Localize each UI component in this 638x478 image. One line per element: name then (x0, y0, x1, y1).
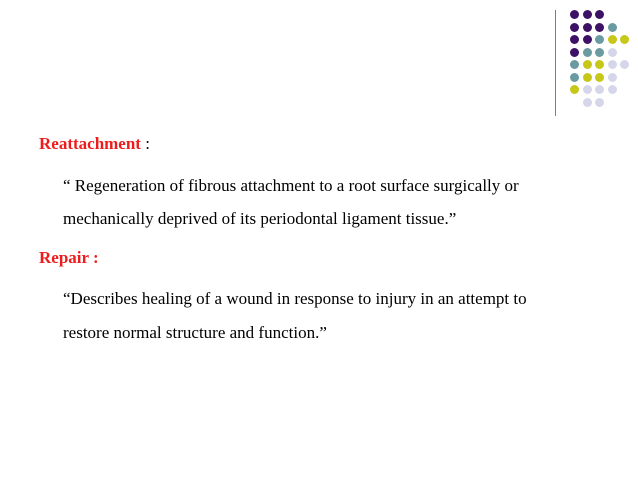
decorative-dot (570, 60, 579, 69)
decorative-dot-grid (0, 0, 638, 120)
reattachment-term: Reattachment (39, 134, 141, 153)
decorative-dot (595, 85, 604, 94)
reattachment-colon: : (140, 134, 150, 153)
vertical-divider (555, 10, 556, 116)
decorative-dot (583, 35, 592, 44)
decorative-dot (570, 48, 579, 57)
decorative-dot (570, 23, 579, 32)
decorative-dot (620, 35, 629, 44)
decorative-dot (570, 35, 579, 44)
decorative-dot (608, 48, 617, 57)
decorative-dot (570, 73, 579, 82)
decorative-dot (595, 10, 604, 19)
decorative-dot (620, 60, 629, 69)
decorative-dot (595, 23, 604, 32)
decorative-dot (570, 85, 579, 94)
decorative-dot (583, 73, 592, 82)
decorative-dot (595, 98, 604, 107)
decorative-dot (595, 60, 604, 69)
decorative-dot (583, 48, 592, 57)
repair-definition-line-2: restore normal structure and function.” (63, 323, 327, 342)
decorative-dot (595, 35, 604, 44)
decorative-dot (608, 60, 617, 69)
decorative-dot (583, 98, 592, 107)
decorative-dot (583, 10, 592, 19)
reattachment-definition-line-2: mechanically deprived of its periodontal ligament tissue.” (63, 209, 457, 228)
decorative-dot (583, 85, 592, 94)
decorative-dot (570, 10, 579, 19)
repair-term: Repair : (39, 248, 99, 267)
reattachment-heading (39, 133, 150, 155)
decorative-dot (608, 35, 617, 44)
decorative-dot (583, 23, 592, 32)
decorative-dot (608, 23, 617, 32)
repair-definition-line-1: “Describes healing of a wound in response to injury in an attempt to (63, 289, 527, 308)
decorative-dot (583, 60, 592, 69)
decorative-dot (608, 73, 617, 82)
decorative-dot (595, 73, 604, 82)
reattachment-definition-line-1: “ Regeneration of fibrous attachment to a root surface surgically or (63, 176, 519, 195)
decorative-dot (608, 85, 617, 94)
decorative-dot (595, 48, 604, 57)
